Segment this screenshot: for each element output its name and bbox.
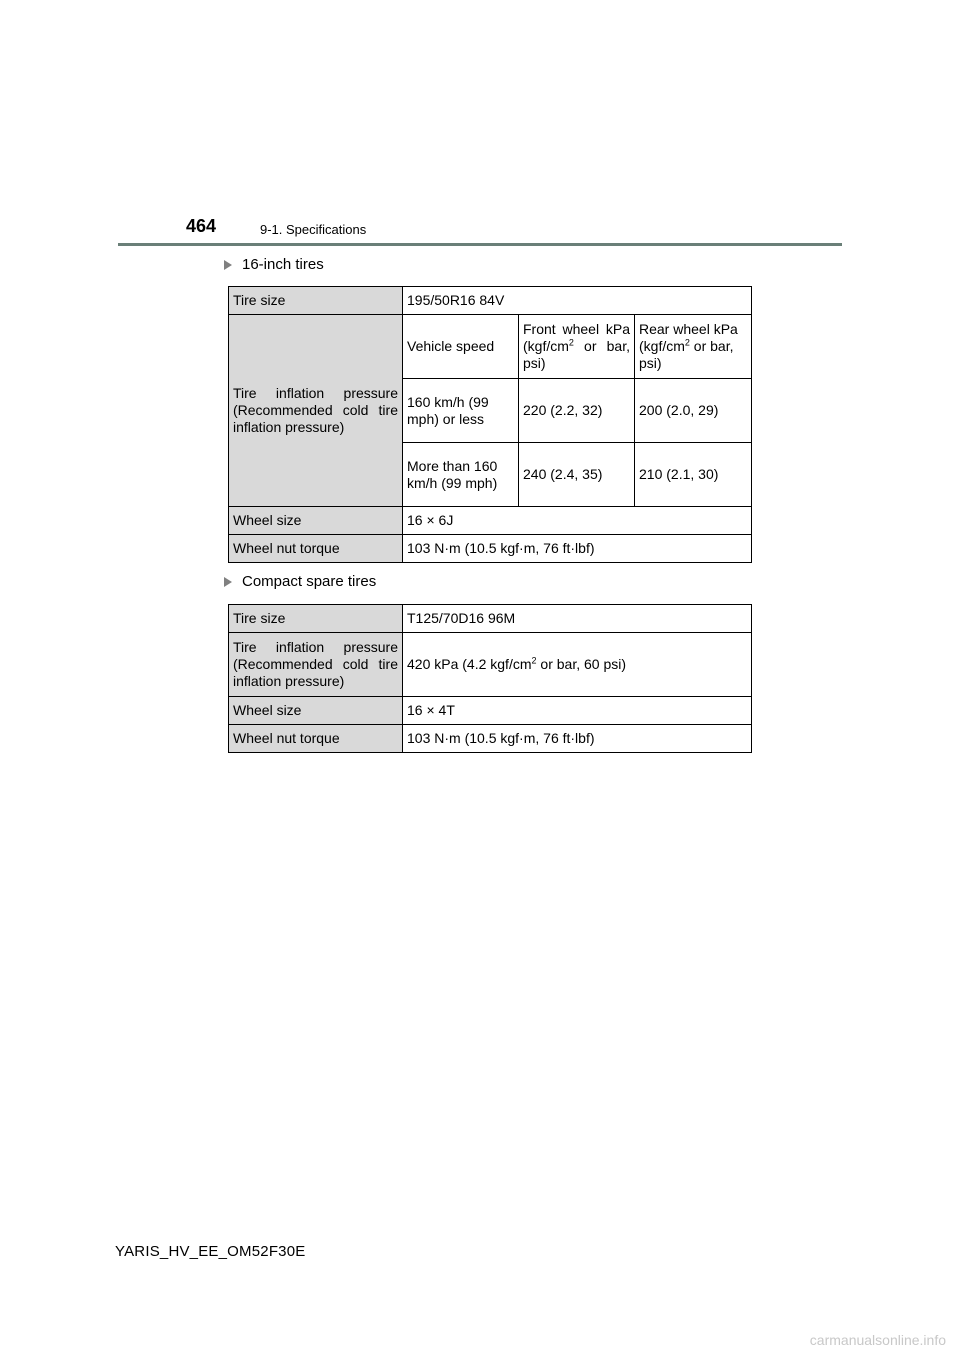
- section-title: 9-1. Specifications: [260, 222, 367, 237]
- tire-size-value: T125/70D16 96M: [403, 605, 752, 633]
- wheel-nut-torque-label: Wheel nut torque: [229, 725, 403, 753]
- col-rear-wheel: Rear wheel kPa ($kgf/cm^2$ or bar, psi): [635, 315, 752, 379]
- subheading-compact-spare-text: Compact spare tires: [242, 573, 377, 590]
- speed-cell: More than 160 km/h (99 mph): [403, 443, 519, 507]
- tire-size-label: Tire size: [229, 287, 403, 315]
- table-row: [229, 315, 752, 379]
- wheel-size-label: Wheel size: [229, 507, 403, 535]
- wheel-size-label: Wheel size: [229, 697, 403, 725]
- table-row: [229, 697, 752, 725]
- col-front-wheel: Front wheel kPa ($kgf/cm^2$ or bar, psi): [519, 315, 635, 379]
- wheel-nut-torque-value: 103 N·m (10.5 kgf·m, 76 ft·lbf): [403, 725, 752, 753]
- header-rule: [118, 243, 842, 246]
- page-number: 464: [186, 216, 217, 236]
- table-row: [229, 605, 752, 633]
- pressure-value: 420 kPa (4.2 kgf/$cm^2$ or bar, 60 psi): [403, 633, 752, 697]
- wheel-size-value: 16 × 6J: [403, 507, 752, 535]
- subheading-16-inch-text: 16-inch tires: [242, 256, 324, 273]
- tire-size-label: Tire size: [229, 605, 403, 633]
- tire-spec-table-16-inch: [228, 286, 752, 563]
- pressure-label: Tire inflation pressure (Recommended cold tire inflation pressure): [229, 633, 403, 697]
- front-pressure-cell: 220 (2.2, 32): [519, 379, 635, 443]
- wheel-nut-torque-value: 103 N·m (10.5 kgf·m, 76 ft·lbf): [403, 535, 752, 563]
- table-row: [229, 287, 752, 315]
- wheel-nut-torque-label: Wheel nut torque: [229, 535, 403, 563]
- watermark: carmanualsonline.info: [809, 1332, 946, 1348]
- table-row: [229, 535, 752, 563]
- subheading-16-inch: [224, 256, 324, 273]
- rear-pressure-cell: 200 (2.0, 29): [635, 379, 752, 443]
- manual-code: YARIS_HV_EE_OM52F30E: [115, 1243, 306, 1260]
- rear-pressure-cell: 210 (2.1, 30): [635, 443, 752, 507]
- tire-spec-table-spare: [228, 604, 752, 753]
- table-row: [229, 507, 752, 535]
- table-row: [229, 725, 752, 753]
- pressure-label: Tire inflation pressure (Recommended cold tire inflation pressure): [229, 315, 403, 507]
- front-pressure-cell: 240 (2.4, 35): [519, 443, 635, 507]
- wheel-size-value: 16 × 4T: [403, 697, 752, 725]
- col-vehicle-speed: Vehicle speed: [403, 315, 519, 379]
- tire-size-value: 195/50R16 84V: [403, 287, 752, 315]
- triangle-bullet-icon: [224, 577, 232, 587]
- table-row: [229, 633, 752, 697]
- speed-cell: 160 km/h (99 mph) or less: [403, 379, 519, 443]
- subheading-compact-spare: [224, 573, 376, 590]
- triangle-bullet-icon: [224, 260, 232, 270]
